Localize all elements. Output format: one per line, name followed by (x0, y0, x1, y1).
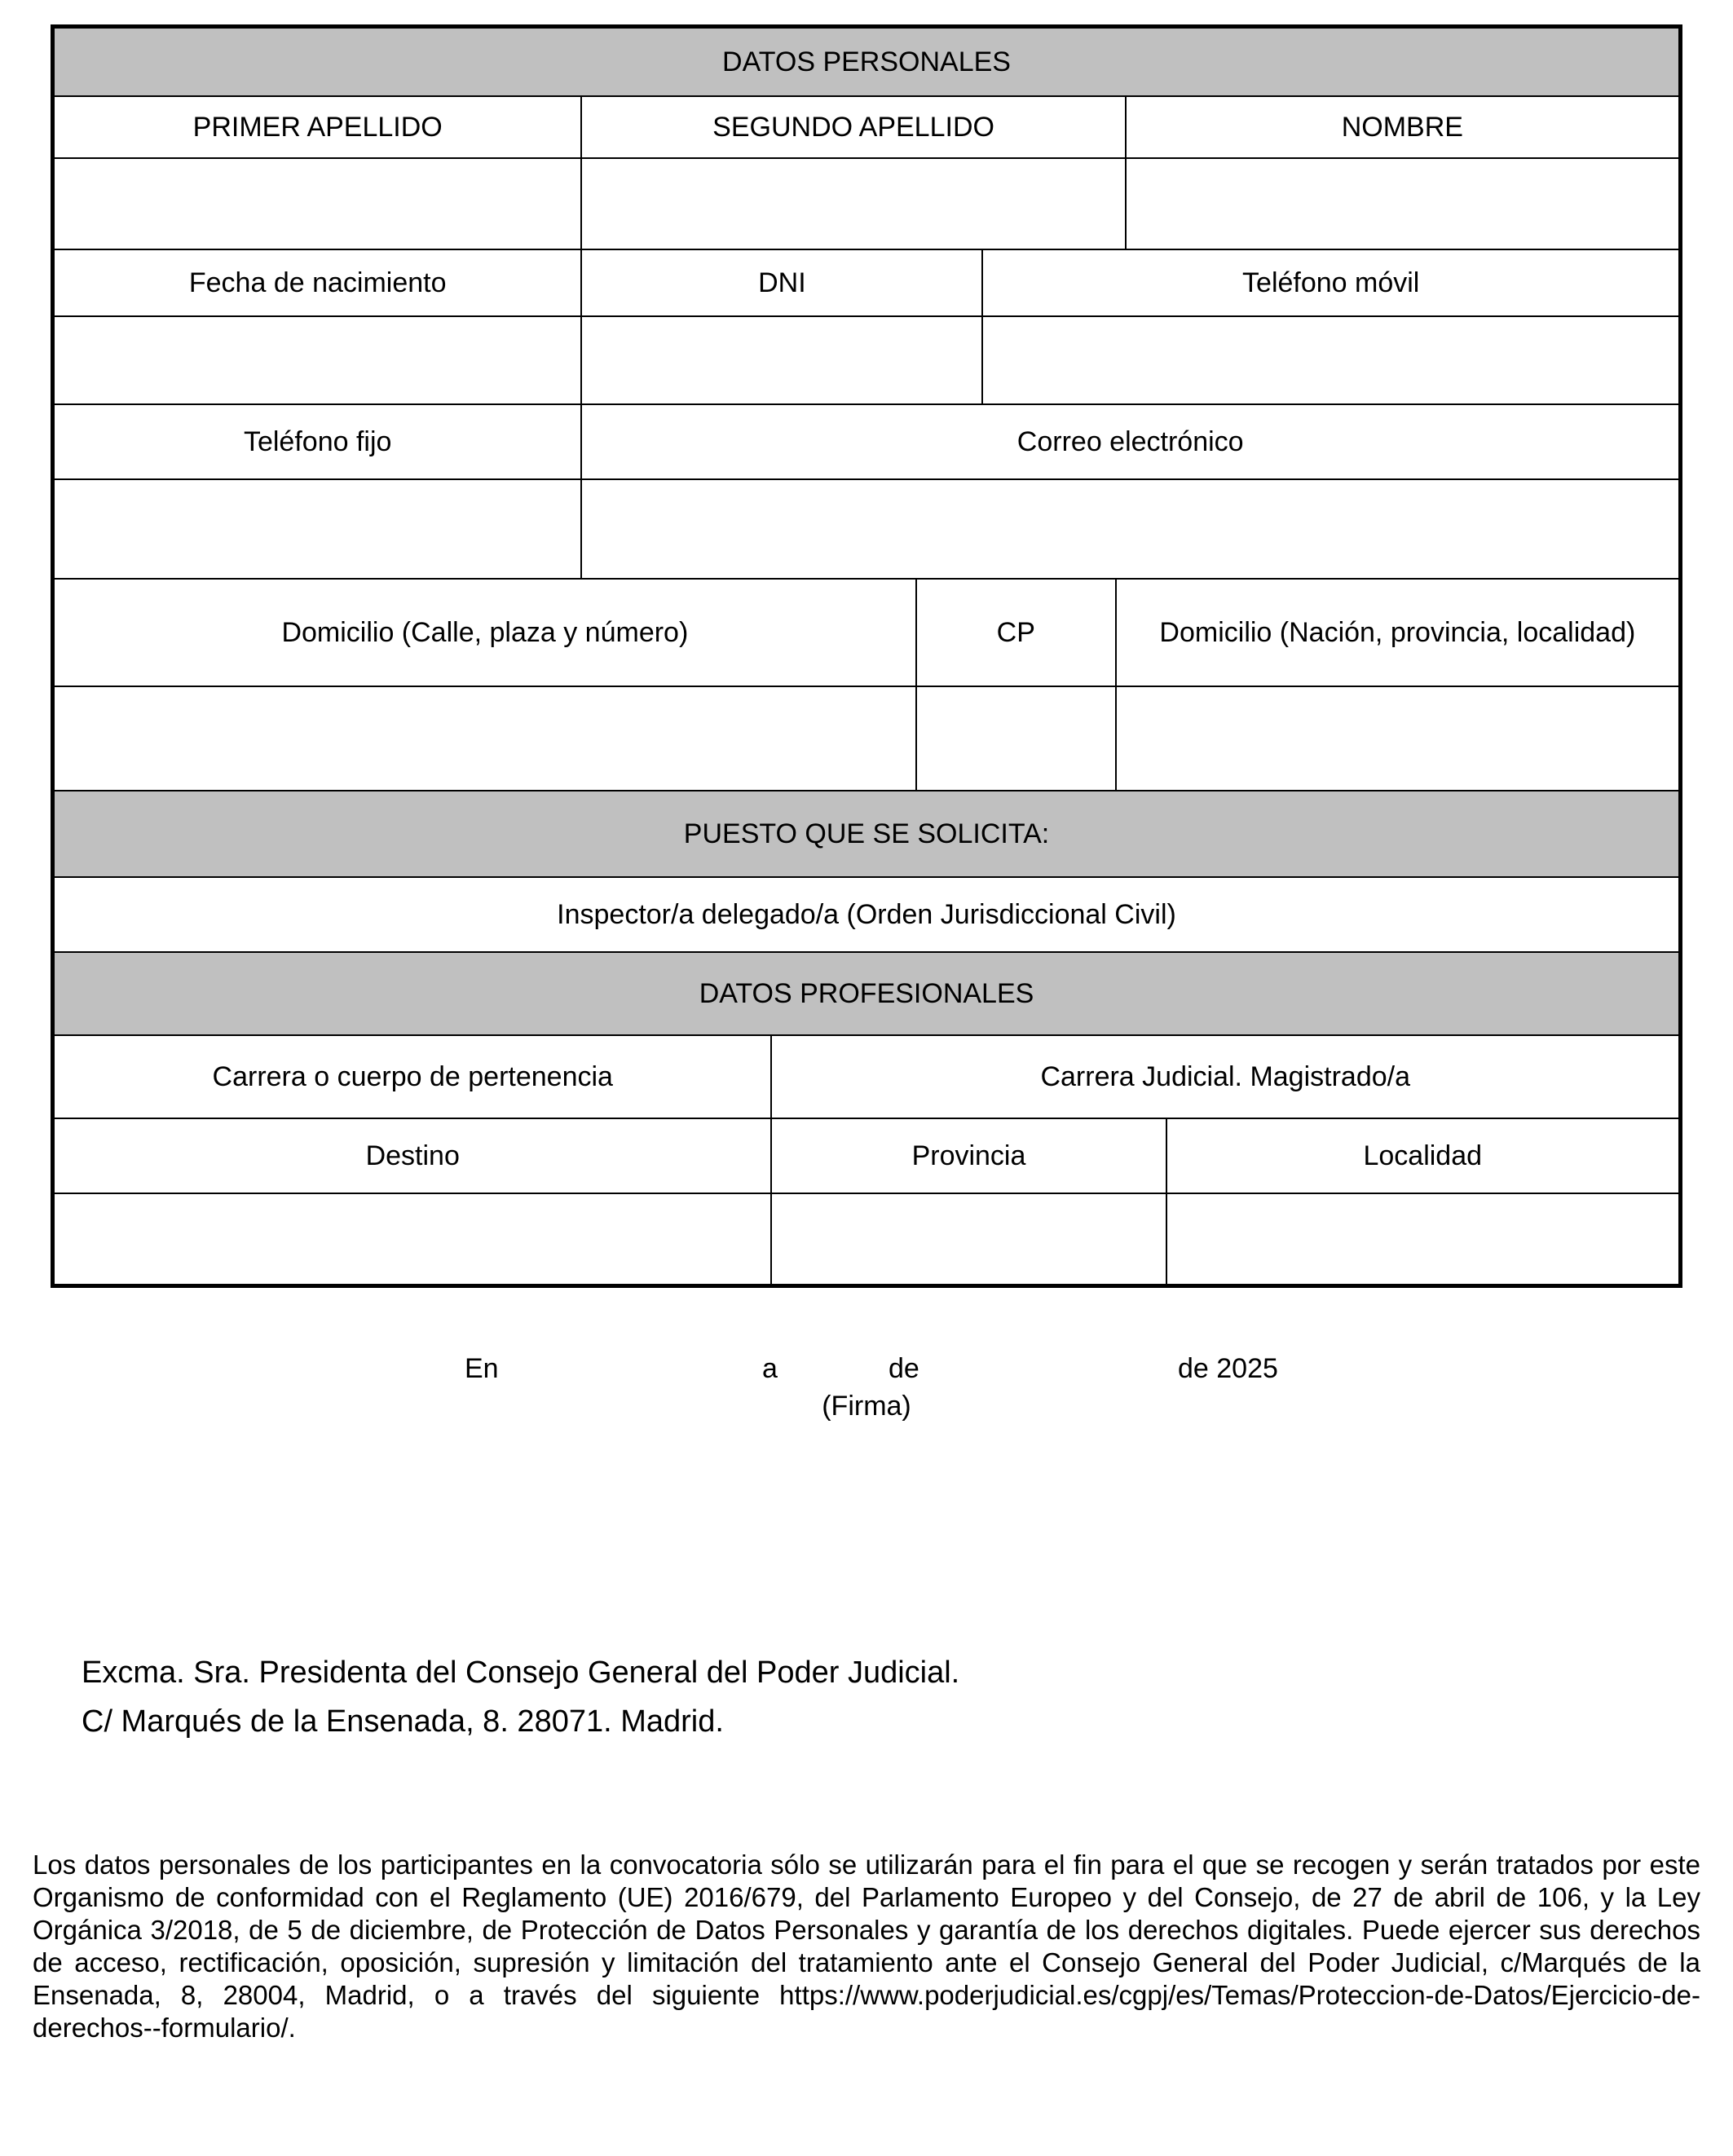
row-fecha-dni-labels (55, 249, 1678, 315)
input-localidad[interactable] (1166, 1194, 1678, 1284)
row-apellidos-inputs (55, 157, 1678, 249)
firma-label: (Firma) (822, 1391, 911, 1422)
signature-en[interactable]: En (465, 1353, 499, 1384)
label-provincia: Provincia (770, 1119, 1165, 1193)
row-domicilio-inputs (55, 686, 1678, 790)
label-domicilio-calle: Domicilio (Calle, plaza y número) (281, 616, 689, 648)
section-row-puesto (55, 790, 1678, 876)
label-carrera-cuerpo: Carrera o cuerpo de pertenencia (212, 1060, 613, 1092)
row-apellidos-labels (55, 95, 1678, 157)
section-header-puesto: PUESTO QUE SE SOLICITA: (55, 791, 1678, 876)
label-cp: CP (915, 580, 1115, 686)
puesto-value: Inspector/a delegado/a (Orden Jurisdiccional Civil) (557, 898, 1176, 930)
input-provincia[interactable] (770, 1194, 1165, 1284)
row-telefono-correo-labels (55, 403, 1678, 478)
signature-a[interactable]: a (762, 1353, 778, 1384)
row-destino-inputs (55, 1193, 1678, 1284)
input-correo-electronico[interactable] (580, 480, 1678, 578)
address-block (82, 1648, 959, 1746)
label-fecha-nacimiento: Fecha de nacimiento (188, 267, 447, 298)
input-domicilio-nacion[interactable] (1115, 687, 1678, 790)
section-row-datos-profesionales (55, 951, 1678, 1034)
section-header-datos-personales: DATOS PERSONALES (55, 29, 1678, 95)
row-puesto-value (55, 876, 1678, 951)
input-segundo-apellido[interactable] (580, 159, 1124, 249)
input-telefono-fijo[interactable] (55, 480, 580, 578)
address-line-1: Excma. Sra. Presidenta del Consejo General del Poder Judicial. (82, 1656, 960, 1690)
row-carrera (55, 1034, 1678, 1118)
label-telefono-movil: Teléfono móvil (981, 250, 1678, 315)
input-dni[interactable] (580, 317, 981, 403)
label-domicilio-nacion: Domicilio (Nación, provincia, localidad) (1115, 580, 1678, 686)
row-telefono-correo-inputs (55, 478, 1678, 578)
input-primer-apellido[interactable] (55, 159, 580, 249)
signature-de[interactable]: de (889, 1353, 919, 1384)
row-domicilio-labels (55, 578, 1678, 686)
signature-line (0, 1353, 1733, 1389)
signature-year: de 2025 (1178, 1353, 1278, 1384)
label-primer-apellido: PRIMER APELLIDO (192, 111, 443, 143)
label-nombre: NOMBRE (1125, 97, 1678, 157)
carrera-value: Carrera Judicial. Magistrado/a (770, 1036, 1678, 1118)
input-domicilio-calle[interactable] (55, 687, 915, 790)
input-destino[interactable] (55, 1194, 770, 1284)
row-fecha-dni-inputs (55, 315, 1678, 403)
address-line-2: C/ Marqués de la Ensenada, 8. 28071. Madrid. (82, 1704, 724, 1739)
label-localidad: Localidad (1166, 1119, 1678, 1193)
label-dni: DNI (580, 250, 981, 315)
label-correo-electronico: Correo electrónico (580, 405, 1678, 478)
input-cp[interactable] (915, 687, 1115, 790)
label-segundo-apellido: SEGUNDO APELLIDO (580, 97, 1124, 157)
section-row-datos-personales (55, 29, 1678, 95)
input-telefono-movil[interactable] (981, 317, 1678, 403)
legal-text: Los datos personales de los participantes en la convocatoria sólo se utilizarán para el fin para el que se recogen y serán tratados por este Organismo de conformidad con el Reglamento (UE) 2016/679, del Parlamento Europeo y del Consejo, de 27 de abril de 106, y la Ley Orgánica 3/2018, de 5 de diciembre, de Protección de Datos Personales y garantía de los derechos digitales. Puede ejercer sus derechos de acceso, rectificación, oposición, supresión y limitación del tratamiento ante el Consejo General del Poder Judicial, c/Marqués de la Ensenada, 8, 28004, Madrid, o a través del siguiente https://www.poderjudicial.es/cgpj/es/Temas/Proteccion-de-Datos/Ejercicio-de-derechos--formulario/. (33, 1850, 1700, 2043)
input-nombre[interactable] (1125, 159, 1678, 249)
input-fecha-nacimiento[interactable] (55, 317, 580, 403)
label-destino: Destino (365, 1140, 460, 1171)
datos-personales-form (51, 24, 1682, 1288)
row-destino-labels (55, 1118, 1678, 1193)
label-telefono-fijo: Teléfono fijo (243, 425, 392, 457)
section-header-datos-profesionales: DATOS PROFESIONALES (55, 953, 1678, 1034)
